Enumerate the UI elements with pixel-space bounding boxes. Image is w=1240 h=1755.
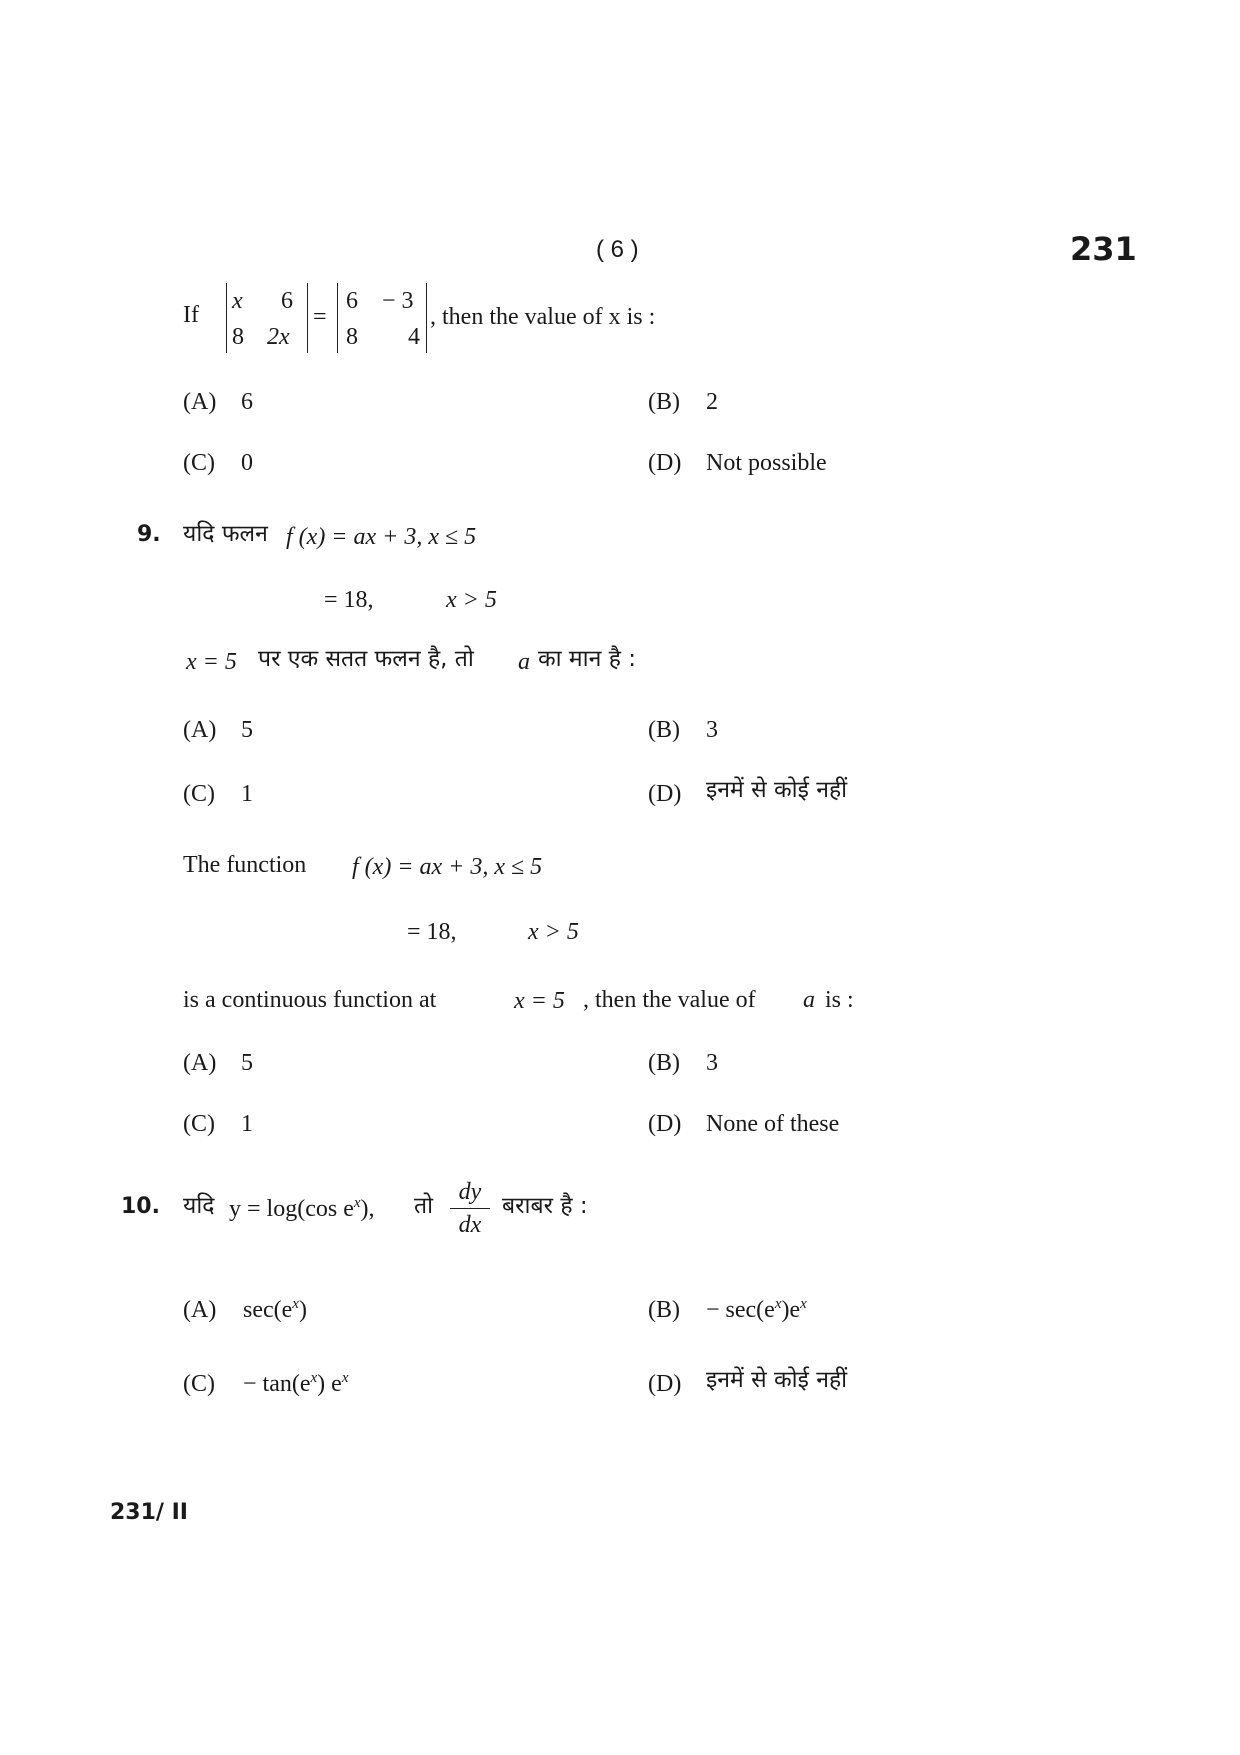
q10-b-sup: x	[774, 1296, 782, 1312]
q8-option-d-label: (D)	[648, 450, 682, 476]
q9-hindi-tail: का मान है :	[538, 646, 636, 672]
q10-frac-denominator: dx	[458, 1212, 482, 1238]
q10-option-d: इनमें से कोई नहीं	[706, 1367, 848, 1393]
q10-hindi-tail: बराबर है :	[502, 1193, 588, 1219]
q10-option-c-label: (C)	[183, 1371, 215, 1397]
q10-c-sup2: x	[341, 1370, 349, 1386]
q10-hindi-to: तो	[414, 1193, 434, 1219]
q9-english-intro: The function	[183, 852, 307, 878]
q10-a-post: )	[298, 1297, 307, 1323]
q9-hindi-function-line2-condition: x > 5	[446, 587, 497, 613]
q9-hi-option-d-label: (D)	[648, 781, 682, 807]
q10-hindi-intro: यदि	[183, 1193, 215, 1219]
q9-number: 9.	[137, 522, 161, 547]
q10-b-pre: − sec(e	[706, 1297, 775, 1323]
q9-en-option-a-label: (A)	[183, 1050, 217, 1076]
q10-c-sup: x	[310, 1370, 318, 1386]
q8-if-label: If	[183, 302, 199, 328]
det2-cell-4: 4	[408, 324, 420, 350]
q10-c-pre: − tan(e	[243, 1371, 311, 1397]
q8-option-a: 6	[241, 389, 253, 415]
q8-option-c-label: (C)	[183, 450, 215, 476]
page-number: ( 6 )	[596, 236, 639, 263]
q9-hi-option-c: 1	[241, 781, 253, 807]
det1-cell-3: 8	[232, 324, 244, 350]
footer-code: 231/ II	[110, 1500, 188, 1525]
det2-cell-1: 6	[346, 288, 358, 314]
q9-hindi-function-line1: f (x) = ax + 3, x ≤ 5	[286, 524, 477, 550]
det1-cell-2: 6	[281, 288, 293, 314]
q10-option-b	[706, 1298, 807, 1322]
q9-english-function-line2-condition: x > 5	[528, 919, 579, 945]
q9-hindi-function-line2-value: = 18,	[324, 587, 374, 613]
q9-en-option-c-label: (C)	[183, 1111, 215, 1137]
q8-option-c: 0	[241, 450, 253, 476]
q8-determinant-right	[337, 283, 427, 353]
q9-hi-option-a-label: (A)	[183, 717, 217, 743]
q10-a-pre: sec(e	[243, 1297, 293, 1323]
q9-hindi-condition-text: पर एक सतत फलन है, तो	[258, 646, 474, 672]
q10-option-a-label: (A)	[183, 1297, 217, 1323]
q10-b-sup2: x	[800, 1296, 807, 1312]
q9-en-option-d: None of these	[706, 1111, 840, 1137]
q10-a-sup: x	[292, 1296, 299, 1312]
q10-derivative-fraction	[450, 1180, 490, 1237]
det1-cell-1: x	[232, 288, 243, 314]
q9-hi-option-c-label: (C)	[183, 781, 215, 807]
q10-option-b-label: (B)	[648, 1297, 680, 1323]
q10-option-a	[243, 1298, 307, 1322]
q10-option-d-label: (D)	[648, 1371, 682, 1397]
q10-expr-sup: x	[353, 1195, 361, 1211]
q8-question-tail: , then the value of x is :	[430, 304, 656, 330]
q8-determinant-left	[226, 283, 308, 353]
q9-english-a: a	[803, 987, 815, 1013]
q8-option-a-label: (A)	[183, 389, 217, 415]
q9-hindi-intro: यदि फलन	[183, 521, 268, 547]
q9-en-option-c: 1	[241, 1111, 253, 1137]
q9-hi-option-d: इनमें से कोई नहीं	[706, 777, 848, 803]
det2-cell-2: − 3	[382, 288, 414, 314]
q10-expr-close: ),	[360, 1196, 375, 1222]
q9-en-option-a: 5	[241, 1050, 253, 1076]
det2-cell-3: 8	[346, 324, 358, 350]
q9-en-option-d-label: (D)	[648, 1111, 682, 1137]
q8-option-b-label: (B)	[648, 389, 680, 415]
q8-option-d: Not possible	[706, 450, 827, 476]
q9-hindi-condition-math: x = 5	[186, 649, 237, 675]
paper-code: 231	[1070, 230, 1137, 268]
q9-english-function-line2-value: = 18,	[407, 919, 457, 945]
q10-frac-bar	[450, 1208, 490, 1209]
q10-c-mid: ) e	[317, 1371, 342, 1397]
q10-expr-text: y = log(cos e	[229, 1196, 354, 1222]
q10-b-mid: )e	[781, 1297, 801, 1323]
q9-hi-option-b-label: (B)	[648, 717, 680, 743]
q9-english-condition-post: , then the value of	[583, 987, 756, 1013]
q9-english-tail: is :	[825, 987, 854, 1013]
q9-en-option-b-label: (B)	[648, 1050, 680, 1076]
q9-en-option-b: 3	[706, 1050, 718, 1076]
q10-frac-numerator: dy	[458, 1179, 482, 1205]
q9-hi-option-b: 3	[706, 717, 718, 743]
q9-hindi-a: a	[518, 649, 530, 675]
q9-hi-option-a: 5	[241, 717, 253, 743]
q10-expression	[229, 1197, 375, 1221]
det1-cell-4: 2x	[267, 324, 290, 350]
q8-equals: =	[313, 304, 327, 330]
q10-number: 10.	[121, 1194, 160, 1219]
q8-option-b: 2	[706, 389, 718, 415]
q9-english-condition-pre: is a continuous function at	[183, 987, 437, 1013]
q9-english-condition-math: x = 5	[514, 988, 565, 1014]
q10-option-c	[243, 1372, 349, 1396]
q9-english-function-line1: f (x) = ax + 3, x ≤ 5	[352, 854, 543, 880]
